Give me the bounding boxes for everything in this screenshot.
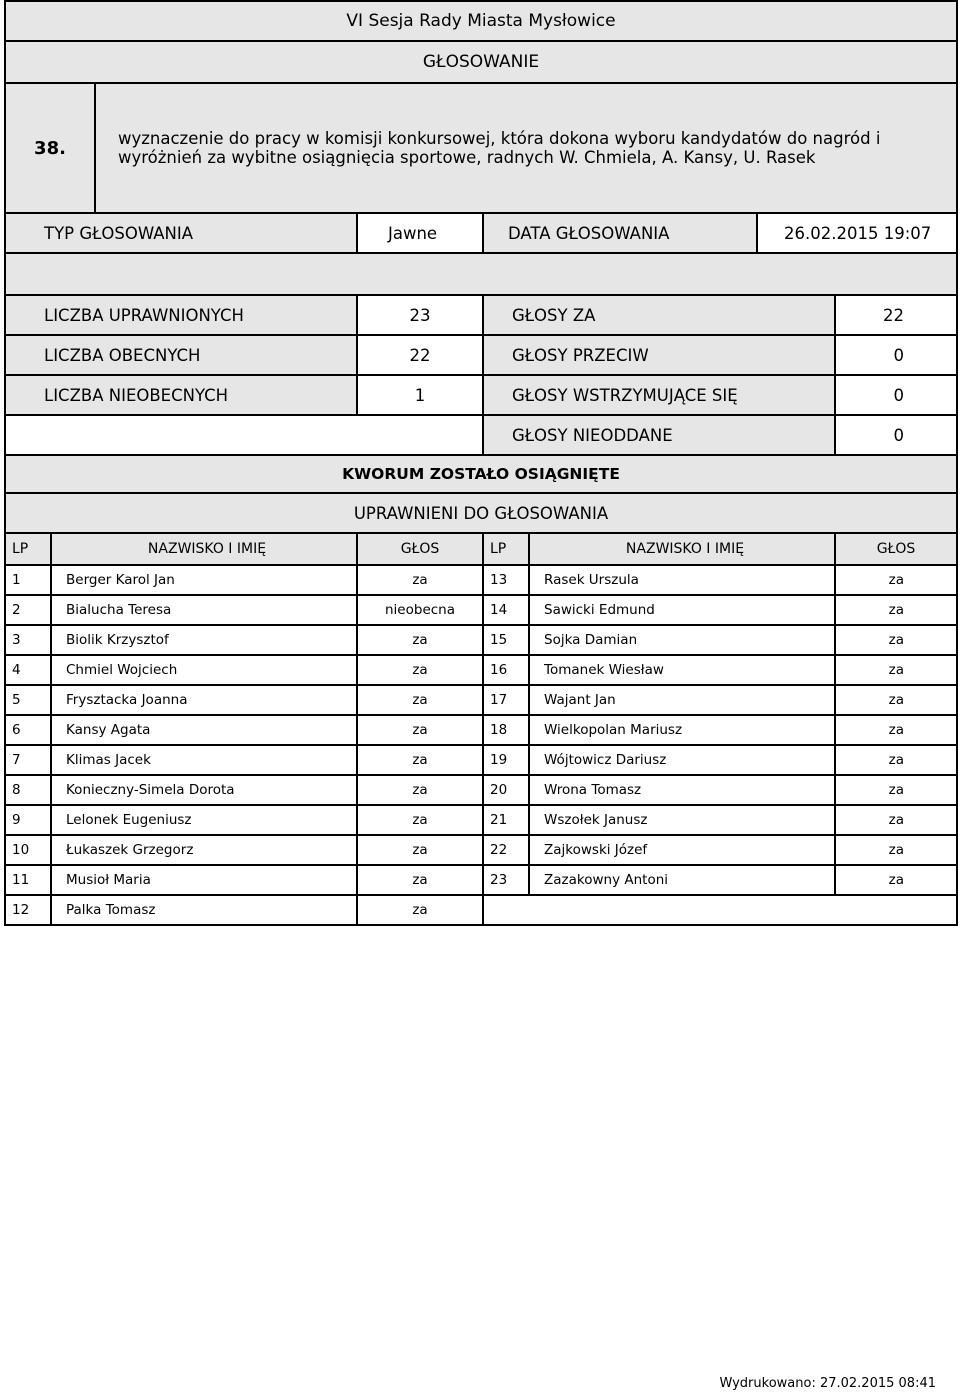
voter-lp xyxy=(484,896,530,924)
voter-vote: za xyxy=(888,812,904,828)
voter-vote: za xyxy=(358,896,484,924)
present-value: 22 xyxy=(358,336,484,374)
quorum-status: KWORUM ZOSTAŁO OSIĄGNIĘTE xyxy=(6,456,956,492)
voter-lp: 6 xyxy=(6,716,52,744)
voter-name: Wrona Tomasz xyxy=(530,776,836,804)
voter-name: Bialucha Teresa xyxy=(52,596,358,624)
voting-date-label: DATA GŁOSOWANIA xyxy=(484,214,758,252)
voter-lp: 3 xyxy=(6,626,52,654)
voter-vote: za xyxy=(888,662,904,678)
voter-lp: 4 xyxy=(6,656,52,684)
voter-name: Łukaszek Grzegorz xyxy=(52,836,358,864)
table-row xyxy=(6,746,956,776)
eligible-value: 23 xyxy=(358,296,484,334)
col-vote-left: GŁOS xyxy=(358,534,484,564)
absent-label: LICZBA NIEOBECNYCH xyxy=(6,376,358,414)
eligible-title: UPRAWNIENI DO GŁOSOWANIA xyxy=(6,494,956,532)
voter-vote: za xyxy=(888,752,904,768)
voting-subtitle: GŁOSOWANIE xyxy=(6,42,956,82)
voter-name: Tomanek Wiesław xyxy=(530,656,836,684)
col-lp-left: LP xyxy=(6,534,52,564)
voter-name: Rasek Urszula xyxy=(530,566,836,594)
table-row xyxy=(6,596,956,626)
meta-row xyxy=(6,214,956,254)
col-vote-right: GŁOS xyxy=(876,541,916,557)
voter-name: Chmiel Wojciech xyxy=(52,656,358,684)
voter-name: Wielkopolan Mariusz xyxy=(530,716,836,744)
voter-vote: za xyxy=(888,692,904,708)
voter-name: Berger Karol Jan xyxy=(52,566,358,594)
voter-lp: 7 xyxy=(6,746,52,774)
voter-vote: za xyxy=(358,566,484,594)
table-row xyxy=(6,566,956,596)
votes-abstain-label: GŁOSY WSTRZYMUJĄCE SIĘ xyxy=(484,376,836,414)
motion-number: 38. xyxy=(6,84,96,212)
stat-row-3 xyxy=(6,376,956,416)
session-title: VI Sesja Rady Miasta Mysłowice xyxy=(6,2,956,40)
voting-date-value: 26.02.2015 19:07 xyxy=(784,223,932,243)
voter-vote: za xyxy=(358,686,484,714)
motion-row xyxy=(6,84,956,214)
voter-lp: 15 xyxy=(484,626,530,654)
voter-vote: za xyxy=(888,572,904,588)
voter-name: Zazakowny Antoni xyxy=(530,866,836,894)
voter-vote: za xyxy=(358,806,484,834)
votes-abstain-value: 0 xyxy=(893,385,904,405)
votes-against-value: 0 xyxy=(893,345,904,365)
table-row xyxy=(6,866,956,896)
table-row xyxy=(6,836,956,866)
voter-lp: 1 xyxy=(6,566,52,594)
voter-name: Musioł Maria xyxy=(52,866,358,894)
voter-lp: 18 xyxy=(484,716,530,744)
voter-name: Palka Tomasz xyxy=(52,896,358,924)
votes-for-value: 22 xyxy=(883,305,904,325)
voting-type-label: TYP GŁOSOWANIA xyxy=(6,214,358,252)
voter-name: Lelonek Eugeniusz xyxy=(52,806,358,834)
absent-value: 1 xyxy=(358,376,484,414)
voter-vote: za xyxy=(358,866,484,894)
voter-name: Wajant Jan xyxy=(530,686,836,714)
table-row xyxy=(6,776,956,806)
stat-row-2 xyxy=(6,336,956,376)
eligible-label: LICZBA UPRAWNIONYCH xyxy=(6,296,358,334)
table-row xyxy=(6,656,956,686)
table-row xyxy=(6,716,956,746)
present-label: LICZBA OBECNYCH xyxy=(6,336,358,374)
voter-name: Klimas Jacek xyxy=(52,746,358,774)
table-row xyxy=(6,896,956,926)
voter-vote: za xyxy=(358,656,484,684)
voter-lp: 23 xyxy=(484,866,530,894)
voter-name: Zajkowski Józef xyxy=(530,836,836,864)
col-name-right: NAZWISKO I IMIĘ xyxy=(530,534,836,564)
spacer-row xyxy=(6,254,956,296)
voter-name: Frysztacka Joanna xyxy=(52,686,358,714)
voting-report xyxy=(4,0,958,926)
voter-vote: za xyxy=(358,836,484,864)
voter-name: Sojka Damian xyxy=(530,626,836,654)
stat-row-4 xyxy=(6,416,956,456)
voter-vote: za xyxy=(358,716,484,744)
voter-lp: 5 xyxy=(6,686,52,714)
voter-name: Konieczny-Simela Dorota xyxy=(52,776,358,804)
voting-subtitle-row xyxy=(6,42,956,84)
voter-name: Wójtowicz Dariusz xyxy=(530,746,836,774)
voter-lp: 10 xyxy=(6,836,52,864)
printed-timestamp: Wydrukowano: 27.02.2015 08:41 xyxy=(719,1376,936,1391)
session-title-row xyxy=(6,0,956,42)
eligible-title-row xyxy=(6,494,956,534)
voter-lp: 13 xyxy=(484,566,530,594)
motion-text: wyznaczenie do pracy w komisji konkursowej, która dokona wyboru kandydatów do nagród i wyróżnień za wybitne osiągnięcia sportowe, radnych W. Chmiela, A. Kansy, U. Rasek xyxy=(118,129,881,167)
voter-name: Sawicki Edmund xyxy=(530,596,836,624)
voter-name: Kansy Agata xyxy=(52,716,358,744)
table-row xyxy=(6,686,956,716)
voter-lp: 17 xyxy=(484,686,530,714)
voter-vote: za xyxy=(888,872,904,888)
voter-lp: 16 xyxy=(484,656,530,684)
votes-against-label: GŁOSY PRZECIW xyxy=(484,336,836,374)
voter-name: Biolik Krzysztof xyxy=(52,626,358,654)
voter-vote: za xyxy=(888,722,904,738)
col-lp-right: LP xyxy=(484,534,530,564)
voter-vote: za xyxy=(358,776,484,804)
voter-lp: 2 xyxy=(6,596,52,624)
votes-notcast-value: 0 xyxy=(893,425,904,445)
votes-for-label: GŁOSY ZA xyxy=(484,296,836,334)
voter-lp: 11 xyxy=(6,866,52,894)
voter-lp: 14 xyxy=(484,596,530,624)
col-name-left: NAZWISKO I IMIĘ xyxy=(52,534,358,564)
votes-notcast-label: GŁOSY NIEODDANE xyxy=(484,416,836,454)
empty-cell xyxy=(6,416,484,454)
voter-vote: za xyxy=(358,626,484,654)
voter-lp: 22 xyxy=(484,836,530,864)
voter-lp: 20 xyxy=(484,776,530,804)
table-row xyxy=(6,806,956,836)
table-header-row xyxy=(6,534,956,566)
voter-vote: za xyxy=(888,842,904,858)
quorum-row xyxy=(6,456,956,494)
voter-name: Wszołek Janusz xyxy=(530,806,836,834)
voters-table-body xyxy=(6,566,956,926)
voter-vote: za xyxy=(358,746,484,774)
voter-lp: 9 xyxy=(6,806,52,834)
voter-vote: za xyxy=(888,632,904,648)
voter-lp: 8 xyxy=(6,776,52,804)
voter-vote: nieobecna xyxy=(358,596,484,624)
stat-row-1 xyxy=(6,296,956,336)
voter-lp: 19 xyxy=(484,746,530,774)
voter-lp: 12 xyxy=(6,896,52,924)
voter-vote: za xyxy=(888,782,904,798)
table-row xyxy=(6,626,956,656)
voting-type-value: Jawne xyxy=(358,214,484,252)
voter-vote: za xyxy=(888,602,904,618)
voter-lp: 21 xyxy=(484,806,530,834)
